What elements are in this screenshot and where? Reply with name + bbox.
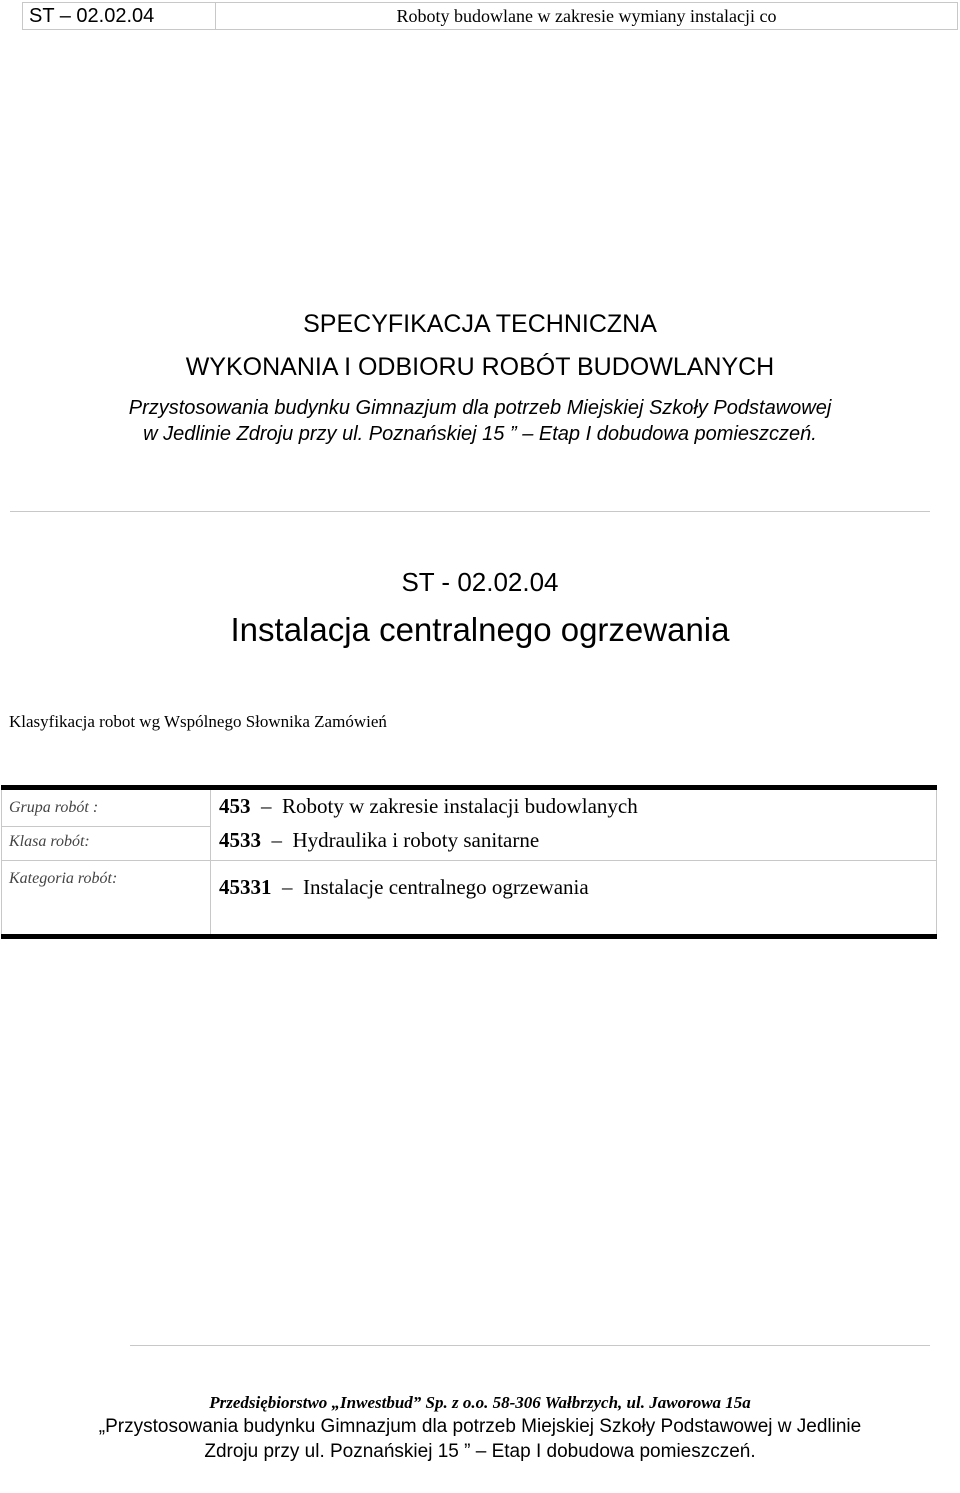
dash: – xyxy=(255,794,277,818)
spec-code: ST - 02.02.04 xyxy=(401,567,559,597)
row-divider xyxy=(1,860,211,861)
group-value xyxy=(219,794,638,819)
doc-title-line2: WYKONANIA I ODBIORU ROBÓT BUDOWLANYCH xyxy=(185,353,775,381)
doc-subtitle-line1: Przystosowania budynku Gimnazjum dla potrzeb Miejskiej Szkoły Podstawowej xyxy=(128,397,832,419)
row-divider xyxy=(1,826,211,827)
doc-subtitle-line2: w Jedlinie Zdroju przy ul. Poznańskiej 15 ” – Etap I dobudowa pomieszczeń. xyxy=(143,423,817,445)
footer-divider xyxy=(130,1345,930,1346)
class-code: 4533 xyxy=(219,828,261,852)
classification-intro: Klasyfikacja robot wg Wspólnego Słownika Zamówień xyxy=(9,712,387,731)
class-desc: Hydraulika i roboty sanitarne xyxy=(292,828,540,852)
category-label: Kategoria robót: xyxy=(9,870,118,887)
spec-name: Instalacja centralnego ogrzewania xyxy=(230,611,730,648)
divider xyxy=(10,511,930,512)
category-desc: Instalacje centralnego ogrzewania xyxy=(303,875,589,899)
dash: – xyxy=(276,875,298,899)
footer-line3: Zdroju przy ul. Poznańskiej 15 ” – Etap I dobudowa pomieszczeń. xyxy=(204,1441,756,1462)
footer-line2: „Przystosowania budynku Gimnazjum dla potrzeb Miejskiej Szkoły Podstawowej w Jedlinie xyxy=(98,1416,862,1437)
header-code: ST – 02.02.04 xyxy=(23,3,216,29)
group-desc: Roboty w zakresie instalacji budowlanych xyxy=(282,794,638,818)
page-header xyxy=(22,2,958,30)
class-label: Klasa robót: xyxy=(9,833,90,850)
footer-company: Przedsiębiorstwo „Inwestbud” Sp. z o.o. 58-306 Wałbrzych, ul. Jaworowa 15a xyxy=(209,1393,751,1412)
class-value xyxy=(219,828,539,853)
doc-title-line1: SPECYFIKACJA TECHNICZNA xyxy=(303,310,657,338)
dash: – xyxy=(266,828,288,852)
category-code: 45331 xyxy=(219,875,272,899)
category-value xyxy=(219,875,589,900)
header-title: Roboty budowlane w zakresie wymiany instalacji co xyxy=(396,6,777,26)
group-code: 453 xyxy=(219,794,251,818)
table-right-border xyxy=(936,790,937,934)
row-divider xyxy=(211,860,937,861)
classification-table xyxy=(1,785,937,939)
group-label: Grupa robót : xyxy=(9,799,99,816)
